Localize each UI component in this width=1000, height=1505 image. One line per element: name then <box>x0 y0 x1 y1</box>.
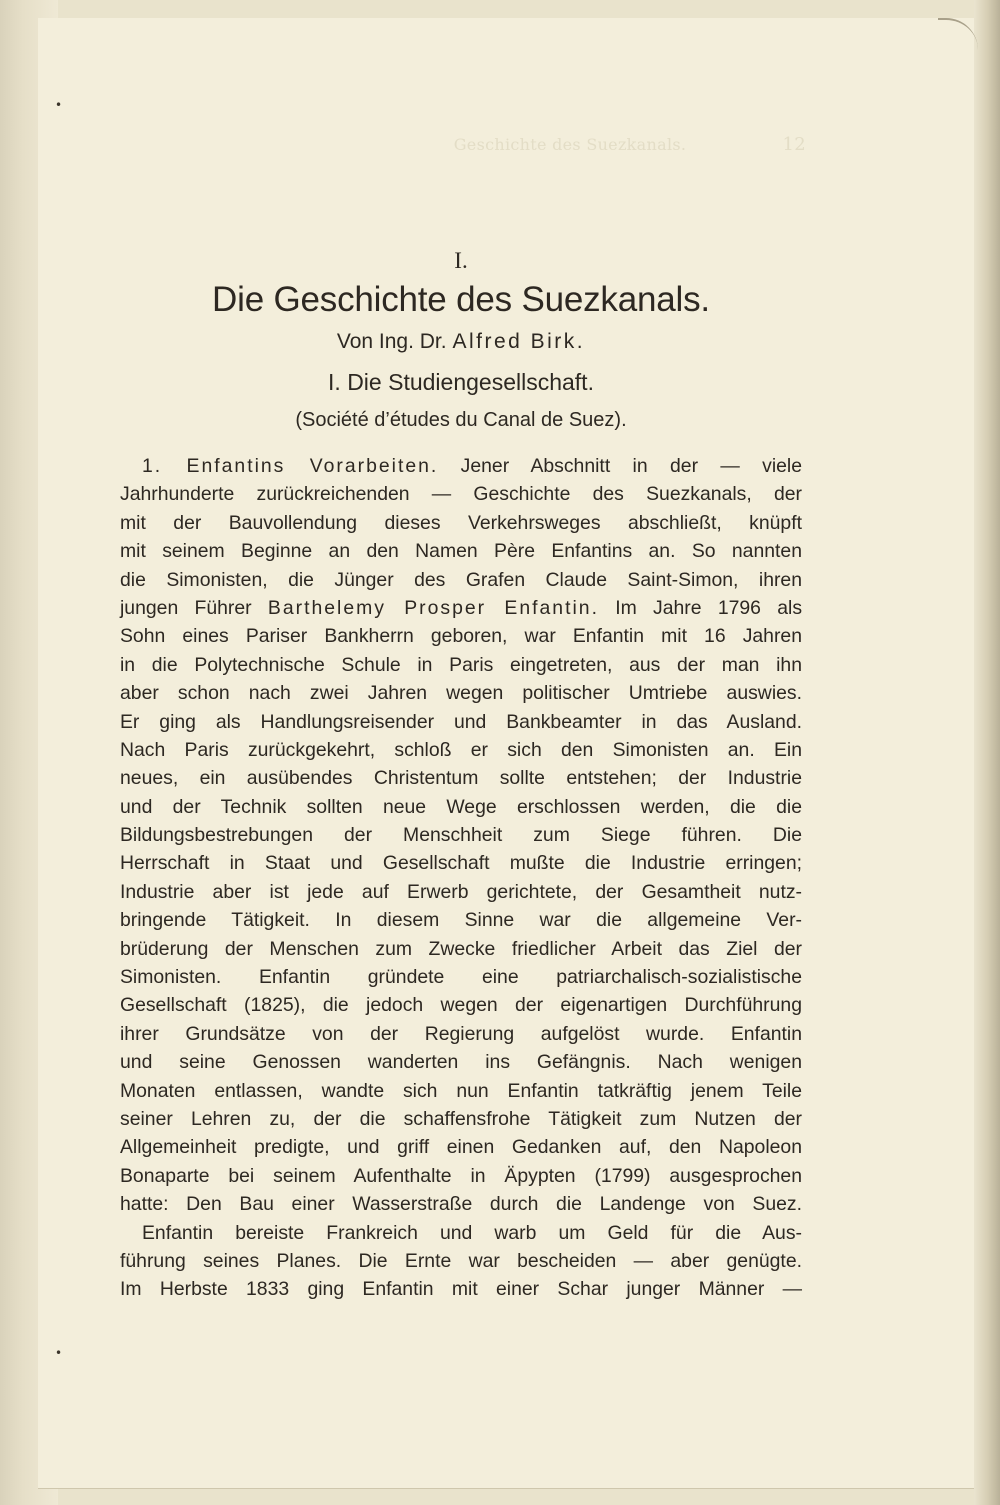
text-line: Herrschaft in Staat und Gesellschaft mußte die Industrie erringen; <box>120 852 802 875</box>
text-line: und seine Genossen wanderten ins Gefängnis. Nach wenigen <box>120 1051 802 1074</box>
bleed-running-head: Geschichte des Suezkanals. <box>453 135 687 154</box>
author-name: Alfred Birk. <box>452 330 586 353</box>
author-line <box>120 326 802 358</box>
text-line: mit seinem Beginne an den Namen Père Enfantins an. So nannten <box>120 540 802 563</box>
text-line: Er ging als Handlungsreisender und Bankbeamter in das Ausland. <box>120 710 802 733</box>
text-line: in die Polytechnische Schule in Paris eingetreten, aus der man ihn <box>120 653 802 676</box>
text-line: Nach Paris zurückgekehrt, schloß er sich den Simonisten an. Ein <box>120 738 802 761</box>
text-line: Enfantin bereiste Frankreich und warb um Geld für die Aus- <box>142 1221 802 1244</box>
text-line: Bildungsbestrebungen der Menschheit zum Siege führen. Die <box>120 824 802 847</box>
text-segment: jungen Führer <box>120 596 252 619</box>
article-content <box>120 246 802 1304</box>
paragraph-heading: 1. Enfantins Vorarbeiten. <box>142 455 439 477</box>
text-segment: Im Jahre 1796 als <box>615 596 803 619</box>
text-line <box>120 594 802 622</box>
text-line: bringende Tätigkeit. In diesem Sinne war die allgemeine Ver- <box>120 909 802 932</box>
text-line: neues, ein ausübendes Christentum sollte entstehen; der Industrie <box>120 767 802 790</box>
text-line: mit der Bauvollendung dieses Verkehrsweges abschließt, knüpft <box>120 511 802 534</box>
text-line: Gesellschaft (1825), die jedoch wegen der eigenartigen Durchführung <box>120 994 802 1017</box>
section-title: I. Die Studiengesellschaft. <box>328 369 594 395</box>
text-line: Im Herbste 1833 ging Enfantin mit einer Schar junger Männer — <box>120 1278 802 1301</box>
text-line-rest: Jener Abschnitt in der — viele <box>460 455 802 477</box>
text-line: und der Technik sollten neue Wege erschlossen werden, die die <box>120 795 802 818</box>
text-line: ihrer Grundsätze von der Regierung aufgelöst wurde. Enfantin <box>120 1022 802 1045</box>
article-title: Die Geschichte des Suezkanals. <box>212 280 710 319</box>
binding-mark: • <box>55 1346 63 1360</box>
bleed-page-number: 12 <box>782 134 806 155</box>
text-line <box>120 452 802 480</box>
chapter-numeral: I. <box>454 248 468 273</box>
article-body <box>120 452 802 1304</box>
text-line: brüderung der Menschen zum Zwecke friedlicher Arbeit das Ziel der <box>120 937 802 960</box>
text-line: hatte: Den Bau einer Wasserstraße durch die Landenge von Suez. <box>120 1193 802 1216</box>
text-line: aber schon nach zwei Jahren wegen politischer Umtriebe auswies. <box>120 682 802 705</box>
text-line: Monaten entlassen, wandte sich nun Enfantin tatkräftig jenem Teile <box>120 1079 802 1102</box>
binding-mark: • <box>55 98 63 112</box>
bleed-through-text <box>340 130 806 173</box>
text-line: Industrie aber ist jede auf Erwerb gerichtete, der Gesamtheit nutz- <box>120 880 802 903</box>
text-line: Jahrhunderte zurückreichenden — Geschichte des Suezkanals, der <box>120 483 802 506</box>
text-line: Allgemeinheit predigte, und griff einen Gedanken auf, den Napoleon <box>120 1136 802 1159</box>
text-line: seiner Lehren zu, der die schaffensfrohe Tätigkeit zum Nutzen der <box>120 1107 802 1130</box>
spaced-name: Barthelemy Prosper Enfantin. <box>267 596 599 619</box>
page-edge <box>974 0 1000 1505</box>
text-line: Sohn eines Pariser Bankherrn geboren, war Enfantin mit 16 Jahren <box>120 625 802 648</box>
text-line: Simonisten. Enfantin gründete eine patriarchalisch-sozialistische <box>120 966 802 989</box>
author-prefix: Von Ing. Dr. <box>336 330 447 353</box>
text-line: führung seines Planes. Die Ernte war bescheiden — aber genügte. <box>120 1249 802 1272</box>
text-line: die Simonisten, die Jünger des Grafen Claude Saint-Simon, ihren <box>120 568 802 591</box>
section-subtitle: (Société d’études du Canal de Suez). <box>295 409 627 431</box>
text-line: Bonaparte bei seinem Aufenthalte in Äpypten (1799) ausgesprochen <box>120 1164 802 1187</box>
